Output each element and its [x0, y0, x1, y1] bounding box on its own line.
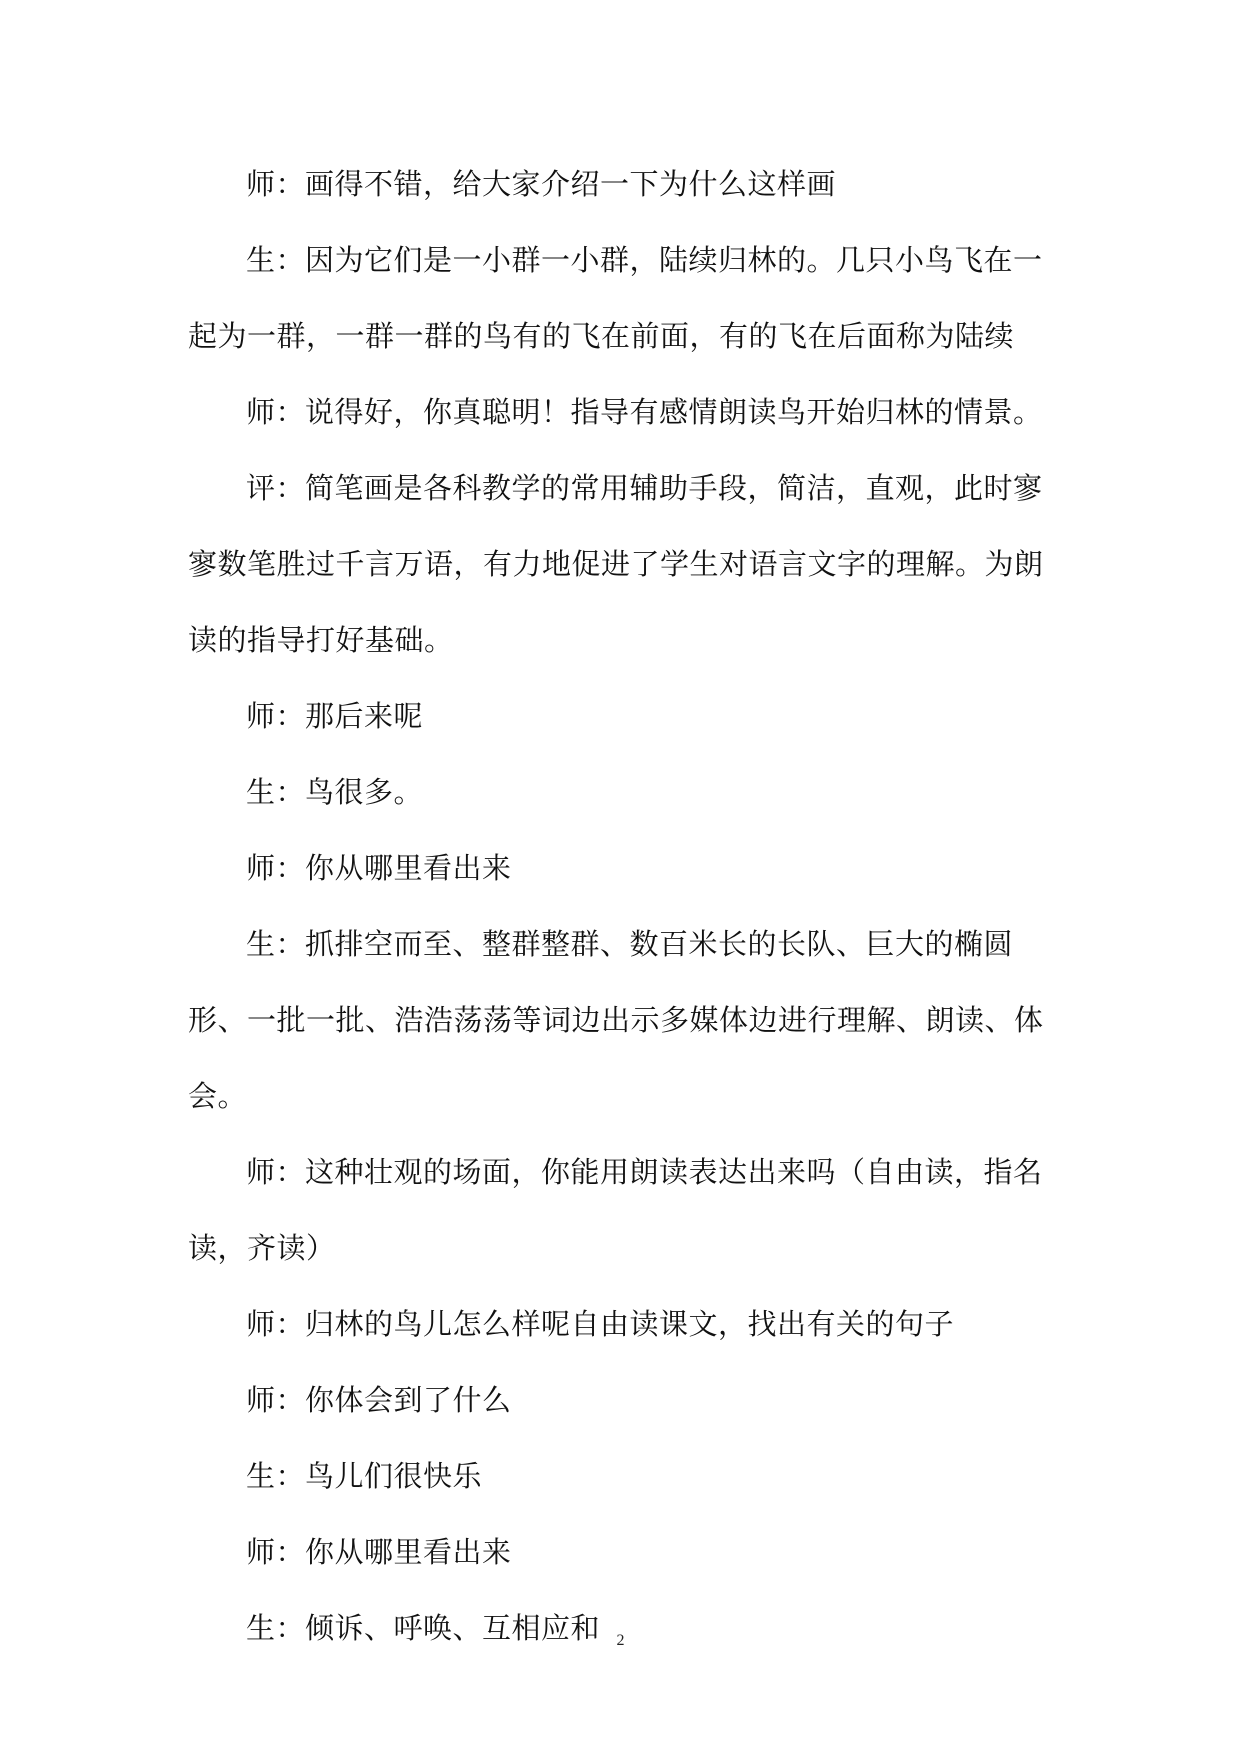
paragraph: 师：那后来呢	[246, 699, 424, 733]
paragraph: 师：你从哪里看出来	[246, 851, 512, 885]
paragraph: 生：因为它们是一小群一小群，陆续归林的。几只小鸟飞在一起为一群，一群一群的鸟有的飞在前面，有的飞在后面称为陆续	[188, 243, 1043, 353]
paragraph: 师：你体会到了什么	[246, 1383, 512, 1417]
paragraph: 生：鸟儿们很快乐	[246, 1459, 483, 1493]
paragraph: 师：你从哪里看出来	[246, 1535, 512, 1569]
paragraph: 生：鸟很多。	[246, 775, 424, 809]
paragraph: 生：抓排空而至、整群整群、数百米长的长队、巨大的椭圆形、一批一批、浩浩荡荡等词边出示多媒体边进行理解、朗读、体会。	[188, 927, 1044, 1113]
paragraph: 评：简笔画是各科教学的常用辅助手段，简洁，直观，此时寥寥数笔胜过千言万语，有力地促进了学生对语言文字的理解。为朗读的指导打好基础。	[188, 471, 1044, 657]
paragraph: 师：画得不错，给大家介绍一下为什么这样画	[246, 167, 837, 201]
paragraph: 师：归林的鸟儿怎么样呢自由读课文，找出有关的句子	[246, 1307, 955, 1341]
paragraph: 生：倾诉、呼唤、互相应和	[246, 1611, 601, 1645]
document-body	[188, 146, 1068, 1666]
paragraph: 师：说得好，你真聪明！指导有感情朗读鸟开始归林的情景。	[246, 395, 1043, 429]
page-number: 2	[616, 1632, 625, 1649]
paragraph: 师：这种壮观的场面，你能用朗读表达出来吗（自由读，指名读，齐读）	[188, 1155, 1043, 1265]
